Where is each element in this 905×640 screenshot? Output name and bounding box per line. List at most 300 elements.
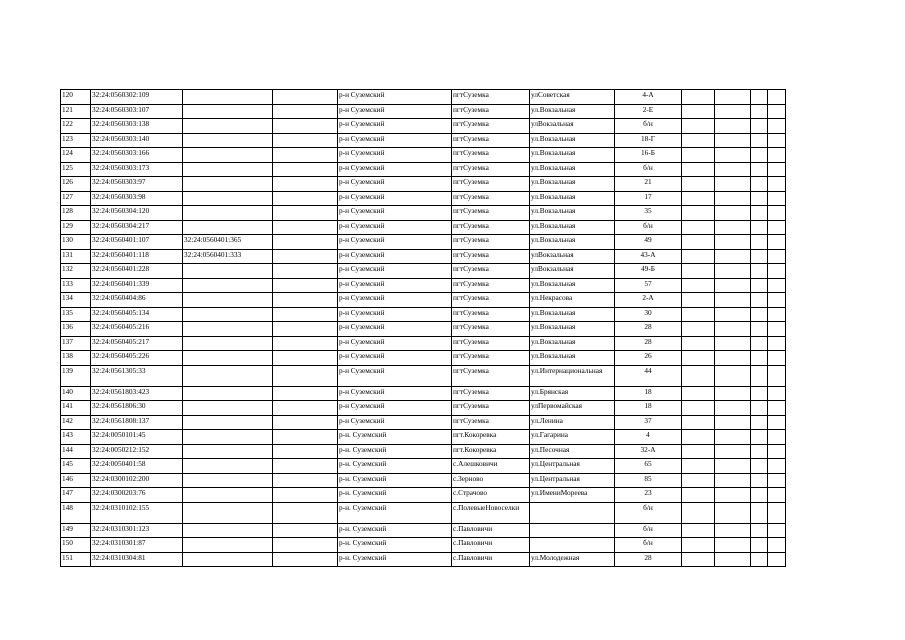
- empty-cell: [273, 278, 338, 293]
- empty-cell: [751, 148, 768, 163]
- empty-cell: [273, 148, 338, 163]
- house-number-cell: 44: [615, 365, 682, 386]
- empty-cell: [715, 148, 751, 163]
- settlement-cell: пгтСуземка: [452, 220, 530, 235]
- house-number-cell: 43-А: [615, 249, 682, 264]
- district-cell: р-н Суземский: [338, 235, 452, 250]
- house-number-cell: 18-Г: [615, 133, 682, 148]
- row-number-cell: 133: [61, 278, 91, 293]
- street-cell: ул.Интернациональная: [530, 365, 615, 386]
- cadastral-number-cell: 32:24:0560405:216: [91, 322, 183, 337]
- table-row: [61, 220, 786, 235]
- empty-cell: [273, 264, 338, 279]
- empty-cell: [682, 523, 715, 538]
- table-row: [61, 538, 786, 553]
- house-number-cell: 32-А: [615, 444, 682, 459]
- empty-cell: [751, 162, 768, 177]
- district-cell: р-н. Суземский: [338, 552, 452, 567]
- empty-cell: [751, 488, 768, 503]
- cadastral-number-cell: 32:24:0560404:86: [91, 293, 183, 308]
- district-cell: р-н Суземский: [338, 278, 452, 293]
- empty-cell: [751, 264, 768, 279]
- empty-cell: [715, 473, 751, 488]
- empty-cell: [273, 293, 338, 308]
- cadastral-number-cell: 32:24:0560303:138: [91, 119, 183, 134]
- row-number-cell: 127: [61, 191, 91, 206]
- table-row: [61, 90, 786, 105]
- empty-cell: [273, 488, 338, 503]
- empty-cell: [751, 459, 768, 474]
- empty-cell: [751, 351, 768, 366]
- street-cell: ул.ИмениМореева: [530, 488, 615, 503]
- empty-cell: [768, 386, 786, 401]
- row-number-cell: 139: [61, 365, 91, 386]
- empty-cell: [715, 488, 751, 503]
- house-number-cell: 2-А: [615, 293, 682, 308]
- cadastral-number-cell: 32:24:0050401:58: [91, 459, 183, 474]
- empty-cell: [682, 307, 715, 322]
- district-cell: р-н Суземский: [338, 264, 452, 279]
- row-number-cell: 136: [61, 322, 91, 337]
- settlement-cell: с.Павловичи: [452, 552, 530, 567]
- empty-cell: [715, 104, 751, 119]
- row-number-cell: 146: [61, 473, 91, 488]
- empty-cell: [768, 502, 786, 523]
- house-number-cell: 16-Б: [615, 148, 682, 163]
- table-row: [61, 552, 786, 567]
- street-cell: [530, 523, 615, 538]
- related-cadastral-number-cell: [183, 177, 273, 192]
- cadastral-number-cell: 32:24:0560304:217: [91, 220, 183, 235]
- cadastral-number-cell: 32:24:0561806:30: [91, 401, 183, 416]
- related-cadastral-number-cell: [183, 336, 273, 351]
- cadastral-number-cell: 32:24:0560303:97: [91, 177, 183, 192]
- district-cell: р-н. Суземский: [338, 488, 452, 503]
- cadastral-number-cell: 32:24:0560303:166: [91, 148, 183, 163]
- district-cell: р-н Суземский: [338, 415, 452, 430]
- house-number-cell: 57: [615, 278, 682, 293]
- empty-cell: [715, 523, 751, 538]
- empty-cell: [682, 235, 715, 250]
- empty-cell: [715, 351, 751, 366]
- empty-cell: [715, 249, 751, 264]
- empty-cell: [682, 459, 715, 474]
- cadastral-number-cell: 32:24:0561803:423: [91, 386, 183, 401]
- empty-cell: [682, 90, 715, 105]
- cadastral-number-cell: 32:24:0560405:217: [91, 336, 183, 351]
- settlement-cell: пгтСуземка: [452, 206, 530, 221]
- row-number-cell: 123: [61, 133, 91, 148]
- district-cell: р-н. Суземский: [338, 473, 452, 488]
- settlement-cell: пгтСуземка: [452, 104, 530, 119]
- empty-cell: [715, 386, 751, 401]
- table-row: [61, 365, 786, 386]
- empty-cell: [751, 307, 768, 322]
- empty-cell: [751, 401, 768, 416]
- empty-cell: [273, 322, 338, 337]
- row-number-cell: 122: [61, 119, 91, 134]
- table-row: [61, 177, 786, 192]
- empty-cell: [715, 133, 751, 148]
- table-row: [61, 162, 786, 177]
- house-number-cell: б/н: [615, 538, 682, 553]
- empty-cell: [768, 162, 786, 177]
- settlement-cell: пгтСуземка: [452, 133, 530, 148]
- street-cell: [530, 538, 615, 553]
- empty-cell: [751, 523, 768, 538]
- cadastral-number-cell: 32:24:0310301:87: [91, 538, 183, 553]
- empty-cell: [768, 264, 786, 279]
- empty-cell: [751, 90, 768, 105]
- table-row: [61, 264, 786, 279]
- empty-cell: [751, 386, 768, 401]
- empty-cell: [768, 191, 786, 206]
- street-cell: ул.Песочная: [530, 444, 615, 459]
- related-cadastral-number-cell: [183, 473, 273, 488]
- cadastral-number-cell: 32:24:0560303:107: [91, 104, 183, 119]
- district-cell: р-н Суземский: [338, 386, 452, 401]
- row-number-cell: 120: [61, 90, 91, 105]
- empty-cell: [682, 293, 715, 308]
- cadastral-number-cell: 32:24:0560302:109: [91, 90, 183, 105]
- empty-cell: [682, 351, 715, 366]
- district-cell: р-н Суземский: [338, 307, 452, 322]
- empty-cell: [768, 206, 786, 221]
- district-cell: р-н Суземский: [338, 351, 452, 366]
- related-cadastral-number-cell: [183, 538, 273, 553]
- house-number-cell: 4-А: [615, 90, 682, 105]
- empty-cell: [751, 191, 768, 206]
- empty-cell: [715, 336, 751, 351]
- table-row: [61, 148, 786, 163]
- cadastral-number-cell: 32:24:0560401:118: [91, 249, 183, 264]
- house-number-cell: 35: [615, 206, 682, 221]
- street-cell: ул.Вокзальная: [530, 307, 615, 322]
- street-cell: ул.Вокзальная: [530, 148, 615, 163]
- house-number-cell: б/н: [615, 119, 682, 134]
- district-cell: р-н. Суземский: [338, 430, 452, 445]
- empty-cell: [715, 235, 751, 250]
- row-number-cell: 140: [61, 386, 91, 401]
- house-number-cell: 30: [615, 307, 682, 322]
- district-cell: р-н Суземский: [338, 401, 452, 416]
- district-cell: р-н Суземский: [338, 293, 452, 308]
- related-cadastral-number-cell: [183, 90, 273, 105]
- related-cadastral-number-cell: [183, 523, 273, 538]
- district-cell: р-н. Суземский: [338, 459, 452, 474]
- house-number-cell: б/н: [615, 523, 682, 538]
- empty-cell: [751, 336, 768, 351]
- table-row: [61, 444, 786, 459]
- table-row: [61, 473, 786, 488]
- street-cell: ул.Вокзальная: [530, 235, 615, 250]
- empty-cell: [273, 459, 338, 474]
- house-number-cell: 18: [615, 386, 682, 401]
- cadastral-number-cell: 32:24:0560401:107: [91, 235, 183, 250]
- empty-cell: [715, 177, 751, 192]
- empty-cell: [682, 473, 715, 488]
- cadastral-number-cell: 32:24:0310301:123: [91, 523, 183, 538]
- empty-cell: [768, 177, 786, 192]
- row-number-cell: 128: [61, 206, 91, 221]
- street-cell: улВокзальная: [530, 264, 615, 279]
- cadastral-number-cell: 32:24:0561808:137: [91, 415, 183, 430]
- empty-cell: [751, 177, 768, 192]
- empty-cell: [273, 235, 338, 250]
- table-row: [61, 386, 786, 401]
- empty-cell: [768, 235, 786, 250]
- row-number-cell: 124: [61, 148, 91, 163]
- street-cell: ул.Брянская: [530, 386, 615, 401]
- empty-cell: [682, 177, 715, 192]
- empty-cell: [682, 162, 715, 177]
- empty-cell: [751, 502, 768, 523]
- cadastral-number-cell: 32:24:0560405:134: [91, 307, 183, 322]
- row-number-cell: 138: [61, 351, 91, 366]
- house-number-cell: 28: [615, 336, 682, 351]
- empty-cell: [715, 415, 751, 430]
- empty-cell: [715, 293, 751, 308]
- cadastral-number-cell: 32:24:0560303:98: [91, 191, 183, 206]
- related-cadastral-number-cell: [183, 191, 273, 206]
- empty-cell: [768, 415, 786, 430]
- cadastral-number-cell: 32:24:0300102:200: [91, 473, 183, 488]
- house-number-cell: 4: [615, 430, 682, 445]
- street-cell: улВокзальная: [530, 249, 615, 264]
- settlement-cell: пгтСуземка: [452, 278, 530, 293]
- empty-cell: [273, 177, 338, 192]
- cadastral-number-cell: 32:24:0310304:81: [91, 552, 183, 567]
- empty-cell: [273, 336, 338, 351]
- street-cell: ул.Ленина: [530, 415, 615, 430]
- row-number-cell: 125: [61, 162, 91, 177]
- settlement-cell: пгтСуземка: [452, 177, 530, 192]
- settlement-cell: с.Зерново: [452, 473, 530, 488]
- row-number-cell: 134: [61, 293, 91, 308]
- settlement-cell: с.Павловичи: [452, 538, 530, 553]
- district-cell: р-н. Суземский: [338, 444, 452, 459]
- empty-cell: [751, 206, 768, 221]
- settlement-cell: с.Страчово: [452, 488, 530, 503]
- empty-cell: [273, 307, 338, 322]
- empty-cell: [751, 235, 768, 250]
- table-row: [61, 523, 786, 538]
- cadastral-number-cell: 32:24:0300203:76: [91, 488, 183, 503]
- district-cell: р-н Суземский: [338, 365, 452, 386]
- empty-cell: [715, 162, 751, 177]
- empty-cell: [682, 488, 715, 503]
- empty-cell: [751, 249, 768, 264]
- registry-table: [60, 89, 786, 567]
- district-cell: р-н Суземский: [338, 177, 452, 192]
- cadastral-number-cell: 32:24:0050212:152: [91, 444, 183, 459]
- street-cell: ул.Вокзальная: [530, 162, 615, 177]
- empty-cell: [768, 220, 786, 235]
- street-cell: ул.Вокзальная: [530, 191, 615, 206]
- cadastral-number-cell: 32:24:0560303:173: [91, 162, 183, 177]
- street-cell: улПервомайская: [530, 401, 615, 416]
- district-cell: р-н Суземский: [338, 133, 452, 148]
- row-number-cell: 149: [61, 523, 91, 538]
- empty-cell: [768, 278, 786, 293]
- empty-cell: [768, 365, 786, 386]
- empty-cell: [768, 430, 786, 445]
- street-cell: ул.Вокзальная: [530, 322, 615, 337]
- empty-cell: [751, 444, 768, 459]
- empty-cell: [273, 162, 338, 177]
- empty-cell: [715, 307, 751, 322]
- related-cadastral-number-cell: [183, 307, 273, 322]
- empty-cell: [715, 220, 751, 235]
- row-number-cell: 141: [61, 401, 91, 416]
- empty-cell: [768, 119, 786, 134]
- row-number-cell: 150: [61, 538, 91, 553]
- empty-cell: [715, 538, 751, 553]
- empty-cell: [682, 444, 715, 459]
- related-cadastral-number-cell: [183, 264, 273, 279]
- empty-cell: [768, 538, 786, 553]
- empty-cell: [768, 523, 786, 538]
- table-row: [61, 322, 786, 337]
- empty-cell: [715, 90, 751, 105]
- settlement-cell: пгтСуземка: [452, 162, 530, 177]
- cadastral-number-cell: 32:24:0560304:120: [91, 206, 183, 221]
- cadastral-number-cell: 32:24:0050101:45: [91, 430, 183, 445]
- house-number-cell: 2-Е: [615, 104, 682, 119]
- settlement-cell: пгтСуземка: [452, 119, 530, 134]
- related-cadastral-number-cell: 32:24:0560401:333: [183, 249, 273, 264]
- empty-cell: [273, 351, 338, 366]
- empty-cell: [682, 401, 715, 416]
- empty-cell: [682, 322, 715, 337]
- house-number-cell: 65: [615, 459, 682, 474]
- row-number-cell: 121: [61, 104, 91, 119]
- table-row: [61, 336, 786, 351]
- related-cadastral-number-cell: [183, 220, 273, 235]
- row-number-cell: 129: [61, 220, 91, 235]
- table-row: [61, 502, 786, 523]
- table-row: [61, 459, 786, 474]
- district-cell: р-н Суземский: [338, 90, 452, 105]
- empty-cell: [715, 322, 751, 337]
- empty-cell: [273, 415, 338, 430]
- empty-cell: [273, 552, 338, 567]
- empty-cell: [273, 90, 338, 105]
- empty-cell: [768, 90, 786, 105]
- row-number-cell: 135: [61, 307, 91, 322]
- empty-cell: [768, 133, 786, 148]
- empty-cell: [715, 365, 751, 386]
- empty-cell: [768, 459, 786, 474]
- row-number-cell: 126: [61, 177, 91, 192]
- related-cadastral-number-cell: [183, 133, 273, 148]
- district-cell: р-н. Суземский: [338, 523, 452, 538]
- empty-cell: [682, 206, 715, 221]
- empty-cell: [768, 552, 786, 567]
- empty-cell: [682, 264, 715, 279]
- settlement-cell: пгтСуземка: [452, 336, 530, 351]
- empty-cell: [751, 538, 768, 553]
- related-cadastral-number-cell: 32:24:0560401:365: [183, 235, 273, 250]
- row-number-cell: 131: [61, 249, 91, 264]
- settlement-cell: пгтСуземка: [452, 401, 530, 416]
- empty-cell: [273, 502, 338, 523]
- street-cell: ул.Вокзальная: [530, 177, 615, 192]
- street-cell: ул.Гагарина: [530, 430, 615, 445]
- house-number-cell: 28: [615, 322, 682, 337]
- row-number-cell: 130: [61, 235, 91, 250]
- house-number-cell: б/н: [615, 502, 682, 523]
- settlement-cell: пгтСуземка: [452, 235, 530, 250]
- settlement-cell: пгтСуземка: [452, 322, 530, 337]
- table-row: [61, 235, 786, 250]
- street-cell: ул.Вокзальная: [530, 104, 615, 119]
- table-row: [61, 401, 786, 416]
- empty-cell: [768, 473, 786, 488]
- table-row: [61, 293, 786, 308]
- empty-cell: [273, 119, 338, 134]
- row-number-cell: 147: [61, 488, 91, 503]
- related-cadastral-number-cell: [183, 162, 273, 177]
- row-number-cell: 145: [61, 459, 91, 474]
- empty-cell: [273, 104, 338, 119]
- empty-cell: [682, 249, 715, 264]
- street-cell: [530, 502, 615, 523]
- house-number-cell: 26: [615, 351, 682, 366]
- empty-cell: [273, 220, 338, 235]
- empty-cell: [768, 293, 786, 308]
- table-row: [61, 104, 786, 119]
- street-cell: ул.Вокзальная: [530, 133, 615, 148]
- district-cell: р-н Суземский: [338, 220, 452, 235]
- settlement-cell: пгтСуземка: [452, 148, 530, 163]
- empty-cell: [768, 401, 786, 416]
- house-number-cell: 21: [615, 177, 682, 192]
- empty-cell: [682, 365, 715, 386]
- cadastral-number-cell: 32:24:0560401:339: [91, 278, 183, 293]
- settlement-cell: пгтСуземка: [452, 386, 530, 401]
- street-cell: ул.Вокзальная: [530, 278, 615, 293]
- empty-cell: [751, 119, 768, 134]
- empty-cell: [715, 119, 751, 134]
- row-number-cell: 148: [61, 502, 91, 523]
- related-cadastral-number-cell: [183, 430, 273, 445]
- related-cadastral-number-cell: [183, 148, 273, 163]
- empty-cell: [751, 293, 768, 308]
- empty-cell: [682, 430, 715, 445]
- table-row: [61, 430, 786, 445]
- table-row: [61, 206, 786, 221]
- empty-cell: [682, 148, 715, 163]
- empty-cell: [273, 206, 338, 221]
- house-number-cell: 37: [615, 415, 682, 430]
- empty-cell: [715, 206, 751, 221]
- row-number-cell: 132: [61, 264, 91, 279]
- row-number-cell: 137: [61, 336, 91, 351]
- street-cell: ул.Вокзальная: [530, 206, 615, 221]
- settlement-cell: с.ПолевыеНовоселки: [452, 502, 530, 523]
- related-cadastral-number-cell: [183, 104, 273, 119]
- cadastral-number-cell: 32:24:0561305:33: [91, 365, 183, 386]
- house-number-cell: б/н: [615, 162, 682, 177]
- house-number-cell: 18: [615, 401, 682, 416]
- street-cell: ул.Молодежная: [530, 552, 615, 567]
- district-cell: р-н Суземский: [338, 206, 452, 221]
- settlement-cell: пгтСуземка: [452, 90, 530, 105]
- empty-cell: [682, 386, 715, 401]
- house-number-cell: 49-Б: [615, 264, 682, 279]
- related-cadastral-number-cell: [183, 119, 273, 134]
